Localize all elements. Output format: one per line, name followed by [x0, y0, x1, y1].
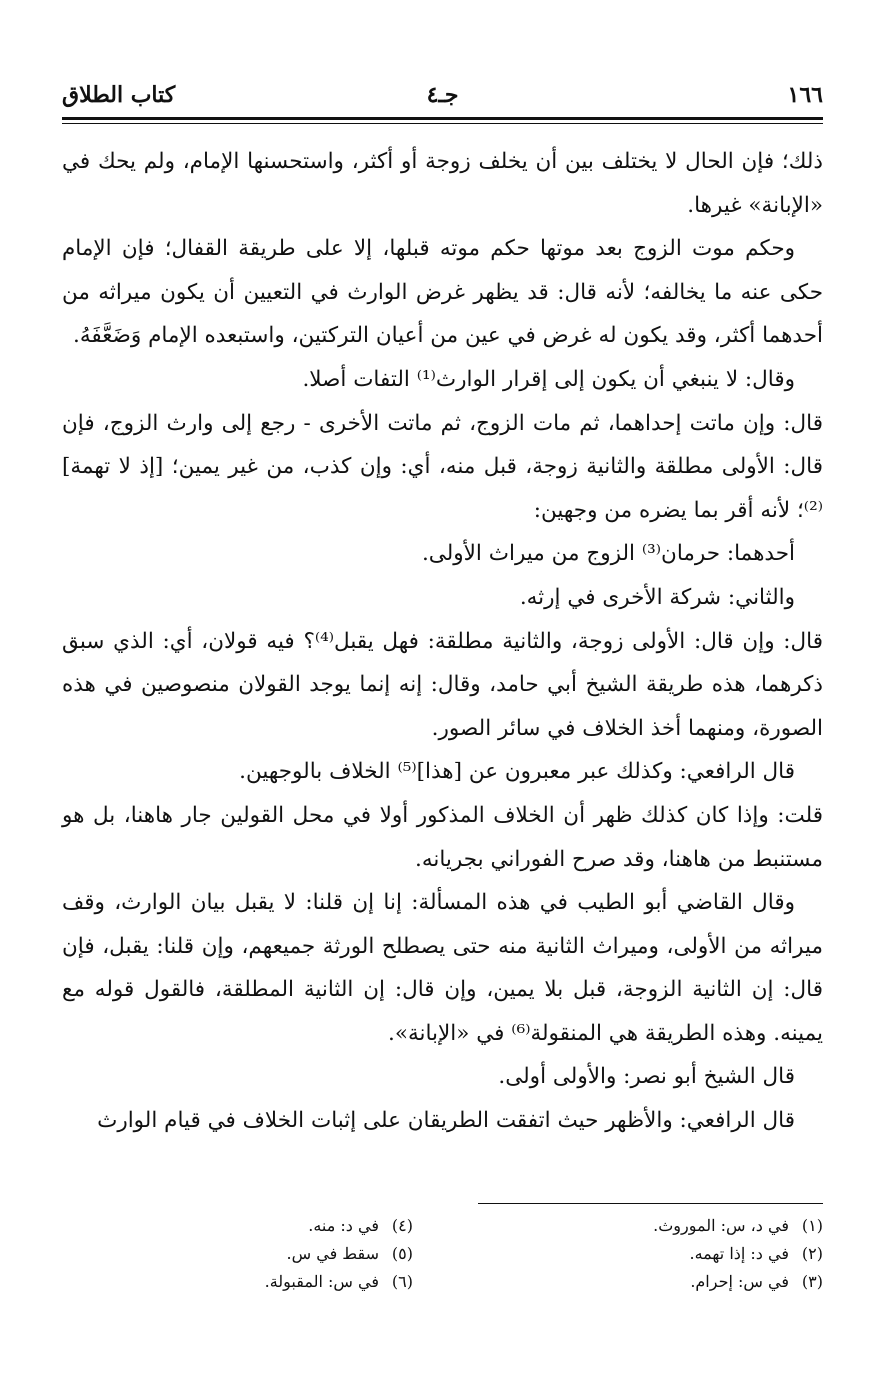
paragraph: والثاني: شركة الأخرى في إرثه. [519, 584, 795, 610]
footnote [265, 1268, 413, 1296]
footnote-column-right [653, 1212, 823, 1296]
paragraph: قلت: وإذا كان كذلك ظهر أن الخلاف المذكور أولا في محل القولين جار هاهنا، بل هو مستنبط من هاهنا، وقد صرح الفوراني بجريانه. [62, 802, 823, 872]
footnote-text: في د: إذا تهمه. [689, 1244, 789, 1263]
volume-label: جـ٤ [426, 82, 459, 108]
footnote-text: سقط في س. [286, 1244, 379, 1263]
paragraph: وقال القاضي أبو الطيب في هذه المسألة: إنا إن قلنا: لا يقبل بيان الوارث، وقف ميراثه من الأولى، وميراث الثانية منه حتى يصطلح الورثة جميعهم، وإن قلنا: يقبل، فإن قال: إن الثانية الزوجة، قبل بلا يمين، وإن قال: إن الثانية المطلقة، فالقول قوله مع يمينه. وهذه الطريقة هي المنقولة⁽⁶⁾ في «الإبانة». [62, 890, 823, 1046]
footnote [653, 1268, 823, 1296]
book-title: كتاب الطلاق [62, 82, 176, 108]
footnote [653, 1240, 823, 1268]
footnote-column-left [265, 1212, 413, 1296]
footnote-number: (٢) [801, 1244, 823, 1263]
paragraph: قال الرافعي: وكذلك عبر معبرون عن [هذا]⁽⁵⁾ الخلاف بالوجهين. [239, 759, 795, 785]
paragraph: وقال: لا ينبغي أن يكون إلى إقرار الوارث⁽¹⁾ التفات أصلا. [302, 366, 795, 392]
main-text [62, 140, 823, 1143]
page-header [62, 78, 823, 114]
footnote-text: في د، س: الموروث. [653, 1216, 789, 1235]
footnote [265, 1212, 413, 1240]
paragraph: قال: وإن قال: الأولى زوجة، والثانية مطلقة: فهل يقبل⁽⁴⁾؟ فيه قولان، أي: الذي سبق ذكرهما، هذه طريقة الشيخ أبي حامد، وقال: إنه إنما يوجد القولان منصوصين في هذه الصورة، ومنهما أخذ الخلاف في سائر الصور. [62, 628, 823, 741]
paragraph: قال الرافعي: والأظهر حيث اتفقت الطريقان على إثبات الخلاف في قيام الوارث [97, 1108, 795, 1134]
footnote [653, 1212, 823, 1240]
footnote-text: في س: المقبولة. [264, 1272, 379, 1291]
footnote [265, 1240, 413, 1268]
header-rule-thin [62, 123, 823, 124]
paragraph: وحكم موت الزوج بعد موتها حكم موته قبلها، إلا على طريقة القفال؛ فإن الإمام حكى عنه ما يخالفه؛ لأنه قال: قد يظهر غرض الوارث في التعيين أن يكون ميراثه من أحدهما أكثر، وقد يكون له غرض في عين من أعيان التركتين، واستبعده الإمام وَضَعَّفَهُ. [62, 236, 823, 349]
paragraph: ذلك؛ فإن الحال لا يختلف بين أن يخلف زوجة أو أكثر، واستحسنها الإمام، ولم يحك في «الإبانة» غيرها. [62, 149, 823, 218]
footnote-number: (١) [801, 1216, 823, 1235]
footnote-number: (٥) [391, 1244, 413, 1263]
footnote-number: (٣) [801, 1272, 823, 1291]
footnote-number: (٦) [391, 1272, 413, 1291]
footnote-text: في س: إحرام. [690, 1272, 789, 1291]
paragraph: قال: وإن ماتت إحداهما، ثم مات الزوج، ثم ماتت الأخرى - رجع إلى وارث الزوج، فإن قال: الأولى مطلقة والثانية زوجة، قبل منه، أي: وإن كذب، من غير يمين؛ [إذ لا تهمة]⁽²⁾؛ لأنه أقر بما يضره من وجهين: [62, 410, 823, 523]
header-rule-thick [62, 117, 823, 120]
paragraph: أحدهما: حرمان⁽³⁾ الزوج من ميراث الأولى. [421, 541, 795, 567]
footnote-text: في د: منه. [308, 1216, 379, 1235]
footnote-separator [478, 1203, 823, 1204]
paragraph: قال الشيخ أبو نصر: والأولى أولى. [498, 1064, 795, 1090]
footnote-number: (٤) [391, 1216, 413, 1235]
page-number: ١٦٦ [787, 82, 823, 108]
